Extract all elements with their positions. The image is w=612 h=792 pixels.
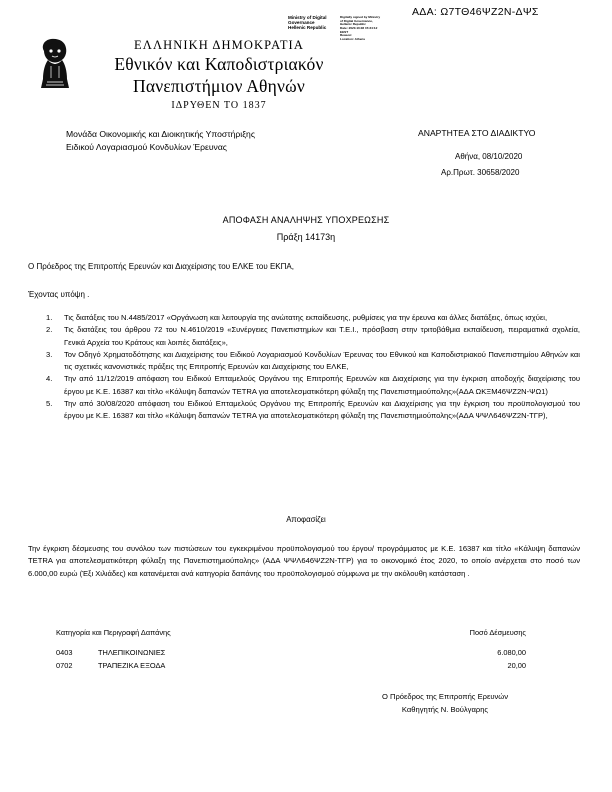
list-item-number: 4.: [46, 374, 53, 384]
list-item: [40, 349, 580, 374]
university-name-line1: Εθνικόν και Καποδιστριακόν: [114, 54, 324, 74]
signature-detail-line3: Hellenic Republic: [340, 22, 366, 27]
table-row: [56, 646, 526, 659]
decides-heading: Αποφασίζει: [286, 515, 326, 524]
page-title: ΑΠΟΦΑΣΗ ΑΝΑΛΗΨΗΣ ΥΠΟΧΡΕΩΣΗΣ: [222, 215, 390, 225]
list-item-number: 3.: [46, 349, 53, 359]
cell-expense-code: 0403: [56, 648, 73, 657]
having-regard-line: Έχοντας υπόψη .: [28, 290, 90, 299]
signature-detail-line6: Reason:: [340, 33, 353, 38]
university-heading: [74, 38, 364, 113]
cell-expense-amount: 20,00: [507, 661, 526, 670]
list-item-text: Την από 30/08/2020 απόφαση του Ειδικού Επταμελούς Οργάνου της Επιτροπής Ερευνών και Διαχείρισης για την έγκριση του προϋπολογισμού του έργου με Κ.Ε. 16387 και τίτλο «Κάλυψη δαπανών TETRA για αποτελεσματικότερη φύλαξη της Πανεπιστημιούπολης»(ΑΔΑ ΨΨΛ646ΨΖ2Ν-ΤΓΡ),: [64, 399, 580, 421]
cell-expense-amount: 6.080,00: [497, 648, 526, 657]
city-and-date: Αθήνα, 08/10/2020: [455, 152, 523, 161]
signature-detail-line5: EEST: [340, 29, 349, 34]
signatory-role: Ο Πρόεδρος της Επιτροπής Ερευνών: [381, 692, 509, 701]
cell-expense-description: ΤΗΛΕΠΙΚΟΙΝΩΝΙΕΣ: [98, 648, 166, 657]
table-row: [56, 659, 526, 672]
issuing-unit-line1: Μονάδα Οικονομικής και Διοικητικής Υποστήριξης: [66, 129, 255, 139]
cell-expense-description: ΤΡΑΠΕΖΙΚΑ ΕΞΟΔΑ: [98, 661, 166, 670]
ada-reference: ΑΔΑ: Ω7ΤΘ46ΨΖ2Ν-ΔΨΣ: [412, 6, 539, 18]
list-item-number: 2.: [46, 325, 53, 335]
signatory-name: Καθηγητής Ν. Βούλγαρης: [401, 705, 489, 715]
university-founded-year: ΙΔΡΥΘΕΝ ΤΟ 1837: [171, 99, 267, 111]
intro-authority-line: Ο Πρόεδρος της Επιτροπής Ερευνών και Διαχείρισης του ΕΛΚΕ του ΕΚΠΑ,: [28, 262, 294, 271]
column-header-amount: Ποσό Δέσμευσης: [469, 628, 526, 637]
hellenic-republic-label: ΕΛΛΗΝΙΚΗ ΔΗΜΟΚΡΑΤΙΑ: [134, 38, 304, 52]
list-item: [40, 398, 580, 423]
list-item: [40, 373, 580, 398]
list-item-text: Τον Οδηγό Χρηματοδότησης και Διαχείρισης του Ειδικού Λογαριασμού Κονδυλίων Έρευνας του Εθνικού και Καποδιστριακού Πανεπιστημίου Αθηνών και τις σχετικές κανονιστικές πράξεις της Επιτροπής Ερευνών και Διαχείρισης του ΕΛΚΕ,: [64, 349, 580, 372]
protocol-number: Αρ.Πρωτ. 30658/2020: [441, 168, 520, 177]
page-subtitle: Πράξη 14173η: [276, 232, 336, 242]
publication-notice: ΑΝΑΡΤΗΤΕΑ ΣΤΟ ΔΙΑΔΙΚΤΥΟ: [418, 128, 536, 138]
considerations-list: [40, 312, 580, 423]
signature-detail-line1: Digitally signed by Ministry: [340, 15, 381, 19]
university-name-line2: Πανεπιστήμιον Αθηνών: [133, 76, 305, 97]
list-item: [40, 312, 580, 324]
signature-detail-line4: Date: 2020.10.08 15:34:12: [340, 25, 378, 30]
issuing-unit-line2: Ειδικού Λογαριασμού Κονδυλίων Έρευνας: [66, 142, 227, 153]
table-header-row: [56, 628, 526, 646]
list-item-number: 5.: [46, 399, 53, 409]
list-item-text: Την από 11/12/2019 απόφαση του Ειδικού Επταμελούς Οργάνου της Επιτροπής Ερευνών και Διαχείρισης για την έγκριση αποδοχής διαχείρισης του έργου με Κ.Ε. 16387 και τίτλο «Κάλυψη δαπανών TETRA για αποτελεσματικότερη φύλαξη της Πανεπιστημιούπολης»(ΑΔΑ ΩΚΞΜ46ΨΖ2Ν-ΨΩ1): [64, 374, 580, 396]
decision-paragraph: Την έγκριση δέσμευσης του συνόλου των πιστώσεων του εγκεκριμένου προϋπολογισμού του έργου/ προγράμματος με Κ.Ε. 16387 και τίτλο «Κάλυψη δαπανών TETRA για αποτελεσματικότερη φύλαξη της Πανεπιστημιούπολης» (ΑΔΑ ΨΨΛ646ΨΖ2Ν-ΤΓΡ) για το οικονομικό έτος 2020, το οποίο ανέρχεται στο ποσό των 6.000,00 ευρώ (Έξι Χιλιάδες) και κατανέμεται ανά κατηγορία δαπάνης του προϋπολογισμού σύμφωνα με την ακόλουθη κατάσταση .: [28, 544, 580, 578]
signature-detail-line7: Location: Athens: [340, 36, 366, 41]
signature-authority-line1: Ministry of Digital: [288, 15, 327, 20]
issuing-unit: [66, 128, 255, 155]
column-header-category: Κατηγορία και Περιγραφή Δαπάνης: [56, 628, 171, 637]
signature-authority-line3: Hellenic Republic: [288, 24, 327, 30]
list-item-number: 1.: [46, 313, 53, 322]
signature-detail-line2: of Digital Governance,: [340, 18, 373, 23]
list-item-text: Τις διατάξεις του άρθρου 72 του Ν.4610/2019 «Συνέργειες Πανεπιστημίων και Τ.Ε.Ι., πρόσβαση στην τριτοβάθμια εκπαίδευση, πειραματικά σχολεία, Γενικά Αρχεία του Κράτους και λοιπές διατάξεις»,: [64, 325, 580, 347]
list-item-text: Τις διατάξεις του Ν.4485/2017 «Οργάνωση και λειτουργία της ανώτατης εκπαίδευσης, ρυθμίσεις για την έρευνα και άλλες διατάξεις, όπως ισχύει,: [64, 313, 548, 322]
commitment-amounts-table: [56, 628, 526, 672]
university-emblem-icon: [38, 38, 72, 90]
signature-block: [330, 690, 560, 717]
cell-expense-code: 0702: [56, 661, 73, 670]
signature-authority-line2: Governance: [288, 19, 315, 25]
list-item: [40, 324, 580, 349]
